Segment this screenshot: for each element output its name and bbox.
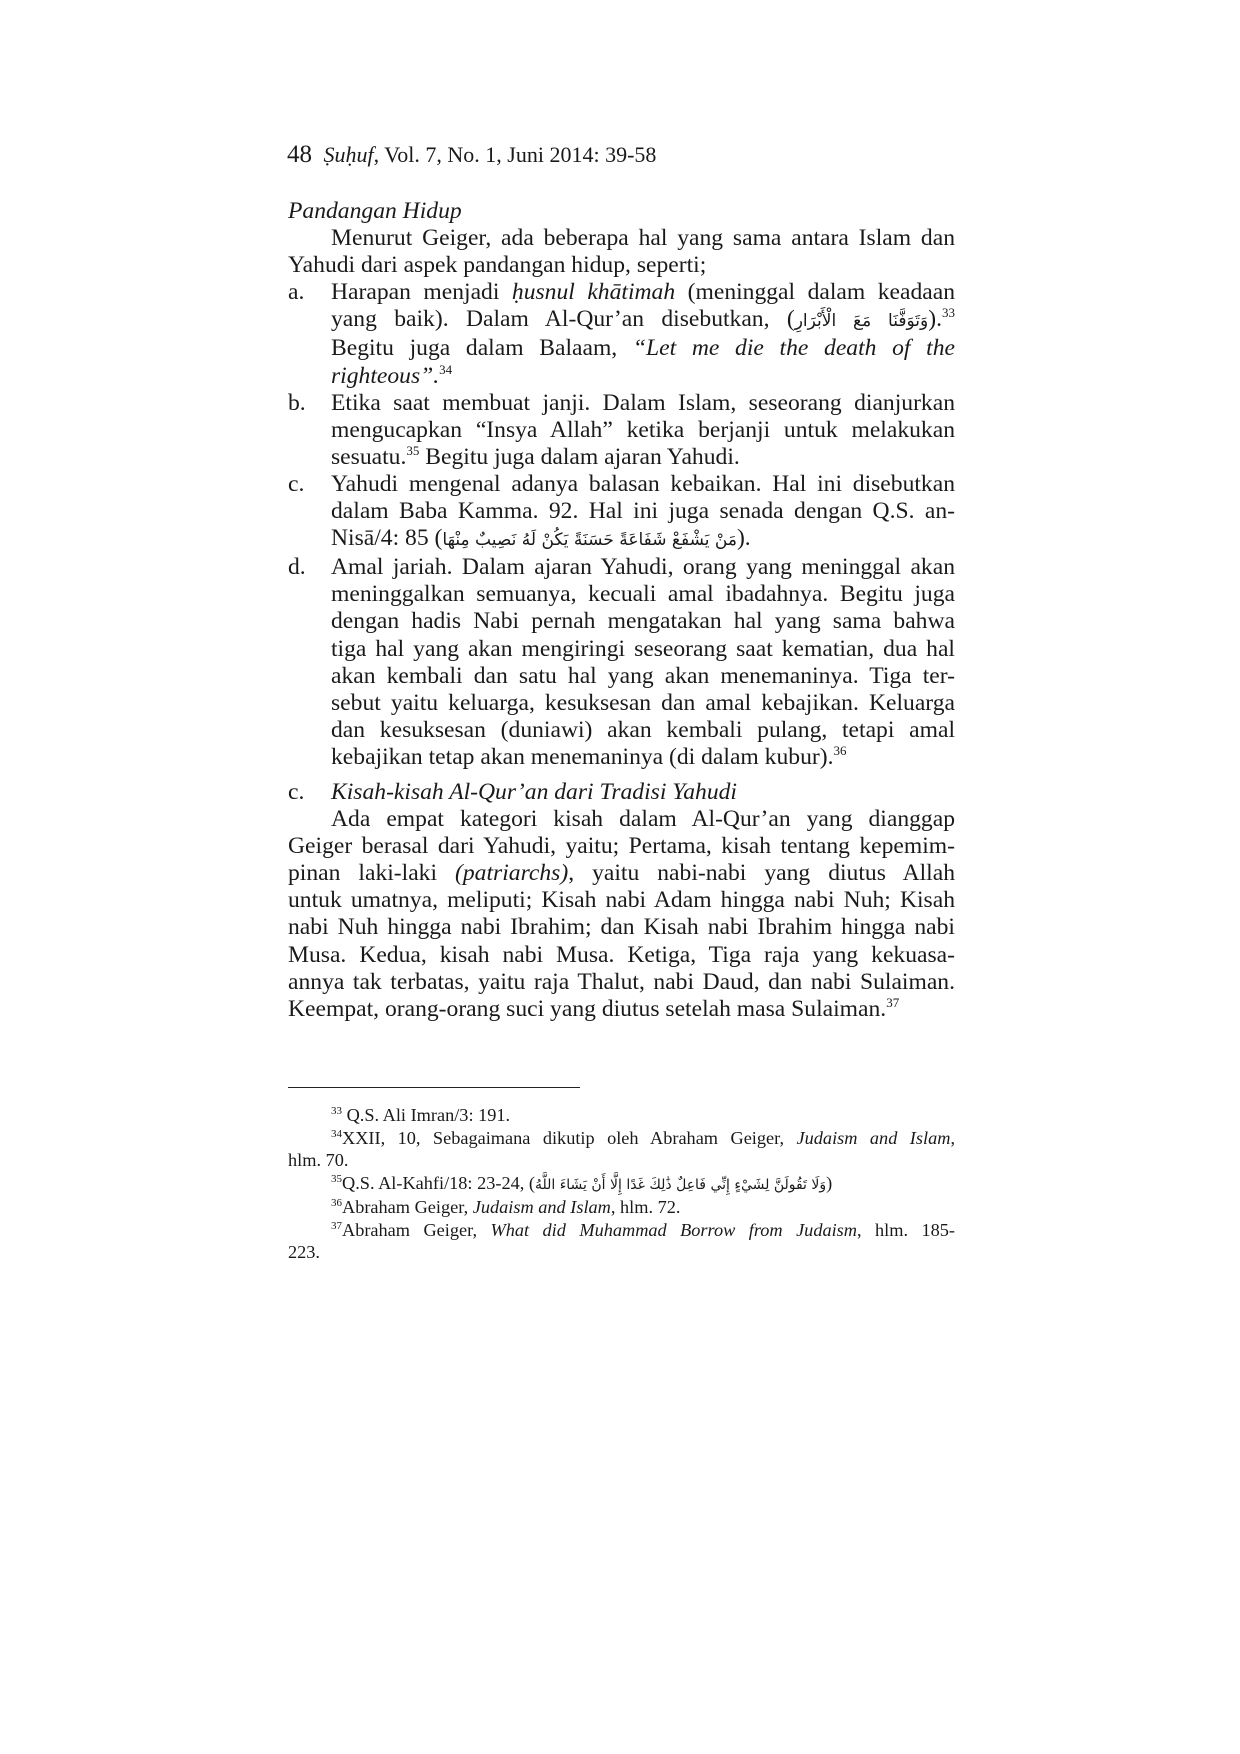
footnote-33: $^{33}$ Q.S. Ali Imran/3: 191.	[331, 1105, 511, 1125]
item-line: mengucapkan “Insya Allah” ketika berjanji untuk melakukan	[331, 416, 955, 443]
item-line: righteous”.$^{34}$	[331, 361, 453, 389]
footnote-34-cont: hlm. 70.	[288, 1150, 349, 1170]
item-line: sebut yaitu keluarga, kesuksesan dan amal kebajikan. Keluarga	[331, 689, 955, 716]
footnote-ref: 34	[439, 361, 453, 377]
paragraph-line: Keempat, orang-orang suci yang diutus setelah masa Sulaiman.$^{37}$	[288, 994, 900, 1022]
term-husnul-khatimah: ḥusnul khātimah	[511, 279, 676, 306]
intro-line: Yahudi dari aspek pandangan hidup, seperti;	[288, 252, 707, 279]
item-line: dan kesuksesan (duniawi) akan kembali pulang, tetapi amal	[331, 716, 955, 743]
section-c-heading	[288, 779, 955, 806]
intro-line: Menurut Geiger, ada beberapa hal yang sama antara Islam dan	[331, 225, 955, 252]
paragraph-line: annya tak terbatas, yaitu raja Thalut, nabi Daud, dan nabi Sulaiman.	[288, 968, 955, 995]
item-label: a.	[288, 279, 305, 306]
footnote-separator	[288, 1087, 580, 1088]
footnote-36: $^{36}$Abraham Geiger, Judaism and Islam, hlm. 72.	[331, 1197, 681, 1217]
item-label: d.	[288, 554, 306, 581]
item-line: akan kembali dan satu hal yang akan menemaninya. Tiga ter-	[331, 662, 955, 689]
list-item-b	[288, 390, 955, 471]
item-line: yang baik). Dalam Al-Qur’an disebutkan, (وَتَوَفَّنَا مَعَ الْأَبْرَارِ).$^{33}$	[331, 305, 955, 333]
item-line: Harapan menjadi ḥusnul khātimah (meninggal dalam keadaan	[331, 279, 956, 306]
paragraph-line: nabi Nuh hingga nabi Ibrahim; dan Kisah nabi Ibrahim hingga nabi	[288, 914, 955, 941]
item-line: Yahudi mengenal adanya balasan kebaikan. Hal ini disebutkan	[331, 470, 955, 497]
footnote-ref: 35	[406, 442, 420, 458]
list-item-d	[288, 554, 955, 771]
item-label: c.	[288, 470, 305, 497]
item-line: Nisā/4: 85 (مَنْ يَشْفَعْ شَفَاعَةً حَسَنَةً يَكُنْ لَهُ نَصِيبٌ مِنْهَا).	[331, 525, 751, 552]
item-line: kebajikan tetap akan menemaninya (di dalam kubur).$^{36}$	[331, 742, 847, 770]
section-heading: Pandangan Hidup	[288, 198, 462, 224]
list-item-a	[288, 279, 955, 389]
balaam-quote: “Let me die the death of the	[632, 335, 955, 362]
item-line: sesuatu.$^{35}$ Begitu juga dalam ajaran Yahudi.	[331, 442, 740, 470]
footnote-ref: 33	[941, 305, 955, 321]
section-title: Kisah-kisah Al-Qur’an dari Tradisi Yahudi	[331, 778, 737, 805]
main-text	[288, 198, 955, 1023]
paragraph-line: Geiger berasal dari Yahudi, yaitu; Pertama, kisah tentang kepemim-	[288, 833, 955, 860]
issue-info: , Vol. 7, No. 1, Juni 2014: 39-58	[373, 142, 657, 167]
arabic-quote: وَتَوَفَّنَا مَعَ الْأَبْرَارِ	[794, 311, 929, 332]
paragraph-line: untuk umatnya, meliputi; Kisah nabi Adam hingga nabi Nuh; Kisah	[288, 887, 955, 914]
item-line: dalam Baba Kamma. 92. Hal ini juga senada dengan Q.S. an-	[331, 498, 955, 525]
item-line: tiga hal yang akan mengiringi seseorang saat kematian, dua hal	[331, 635, 955, 662]
item-line: meninggalkan semuanya, kecuali amal ibadahnya. Begitu juga	[331, 581, 955, 608]
footnote-37: $^{37}$Abraham Geiger, What did Muhammad Borrow from Judaism, hlm. 185-	[331, 1219, 955, 1240]
footnote-37-cont: 223.	[288, 1242, 320, 1262]
list-item-c	[288, 471, 955, 554]
item-line: dengan hadis Nabi pernah mengatakan hal yang sama bahwa	[331, 608, 955, 635]
arabic-quote: مَنْ يَشْفَعْ شَفَاعَةً حَسَنَةً يَكُنْ لَهُ نَصِيبٌ مِنْهَا	[442, 530, 737, 551]
footnote-ref: 36	[833, 742, 847, 758]
arabic-quote: وَلَا تَقُولَنَّ لِشَيْءٍ إِنِّي فَاعِلٌ ذَٰلِكَ غَدًا إِلَّا أَنْ يَشَاءَ اللَّهُ	[534, 1176, 827, 1193]
paragraph-line: pinan laki-laki (patriarchs), yaitu nabi-nabi yang diutus Allah	[288, 860, 955, 887]
footnote-34: $^{34}$XXII, 10, Sebagaimana dikutip oleh Abraham Geiger, Judaism and Islam,	[331, 1127, 956, 1148]
running-header	[287, 141, 656, 169]
item-label: b.	[288, 389, 306, 416]
item-line: Begitu juga dalam Balaam, “Let me die the death of the	[331, 335, 955, 362]
section-label: c.	[288, 778, 305, 805]
page-number: 48	[287, 141, 312, 168]
footnote-ref: 37	[886, 994, 900, 1010]
item-line: Etika saat membuat janji. Dalam Islam, seseorang dianjurkan	[331, 389, 955, 416]
paragraph-line: Musa. Kedua, kisah nabi Musa. Ketiga, Tiga raja yang kekuasa-	[288, 941, 955, 968]
paragraph-line: Ada empat kategori kisah dalam Al-Qur’an yang dianggap	[331, 806, 955, 833]
footnotes	[288, 1104, 955, 1264]
journal-title: Ṣuḥuf	[323, 142, 374, 167]
footnote-35: $^{35}$Q.S. Al-Kahfi/18: 23-24, (وَلَا تَقُولَنَّ لِشَيْءٍ إِنِّي فَاعِلٌ ذَٰلِكَ غَدًا إِلَّا أَنْ يَشَاءَ اللَّهُ)	[331, 1172, 833, 1193]
item-line: Amal jariah. Dalam ajaran Yahudi, orang yang meninggal akan	[331, 554, 955, 581]
